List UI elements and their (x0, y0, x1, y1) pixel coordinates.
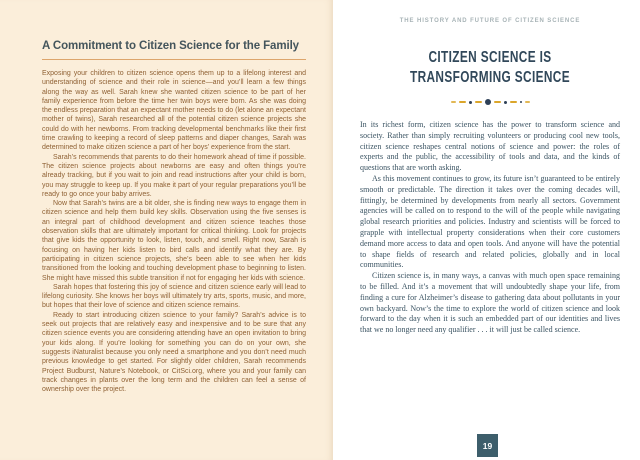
ornament-dot-icon (520, 101, 522, 103)
ornament-dash-icon (525, 101, 530, 102)
ornament-dash-icon (494, 101, 501, 103)
ornament-dash-icon (510, 101, 517, 103)
ornament-dot-icon (469, 101, 472, 104)
right-page-content (360, 18, 620, 336)
right-page (333, 0, 640, 460)
ornament-dash-icon (451, 101, 456, 102)
body-paragraph: Citizen science is, in many ways, a canvas with much open space remaining to be filled. And it’s a movement that will undoubtedly shape your life, from finding a cure for Alzheimer’s disease to gathering data about pollutants in your own backyard. Now’s the time to explore the world of citizen science and look forward to the day when it is such an embedded part of our identities and lives that we no longer need any qualifier . . . it will just be called science. (360, 271, 620, 335)
ornament-divider-icon (360, 98, 620, 106)
page-number: 19 (482, 440, 493, 451)
ornament-dot-icon (485, 99, 491, 105)
right-body-text (360, 120, 620, 336)
body-paragraph: Sarah hopes that fostering this joy of science and citizen science early will lead to lifelong curiosity. She knows her boys will ultimately try arts, sports, music, and more, but hopes that their love of science and citizen science remains. (42, 283, 306, 310)
section-heading: A Commitment to Citizen Science for the Family (42, 40, 299, 52)
body-paragraph: Exposing your children to citizen science opens them up to a lifelong interest and understanding of science and their role in science—and you’ll learn a few things along the way as well. Sarah knew she wanted citizen science to be part of her family experience from before the time her twin boys were born. As she was doing the endless preparation that an expectant mother needs to do (let alone an expectant mother of twins), Sarah researched all of the potential citizen science projects she could do with her newborns. From tracking developmental benchmarks like their first time crawling to keeping a record of sleep patterns and diaper changes, Sarah was determined to make citizen science a part of her boys’ experience from the start. (42, 70, 306, 152)
ornament-dash-icon (475, 101, 482, 103)
body-paragraph: Sarah’s recommends that parents to do their homework ahead of time if possible. The citizen science projects about newborns are easy and often things you’re already tracking, but if you wait to join and read instructions after your child is born, you may struggle to keep up. If you make it part of your regular preparations you’ll be ready to go once your baby arrives. (42, 153, 306, 198)
page-number-badge (477, 434, 498, 457)
ornament-dot-icon (504, 101, 507, 104)
left-body-text (42, 69, 306, 394)
body-paragraph: Ready to start introducing citizen science to your family? Sarah’s advice is to seek out projects that are relatively easy and inexpensive and to be sure that any citizen science events you are considering attending have an open invitation to bring your kids along. If you’re looking for something you can do on your own, she suggests iNaturalist because you only need a smartphone and you don’t need much previous knowledge to get started. For slightly older children, Sarah recommends Project Budburst, Nature’s Notebook, or CitSci.org, where you and your family can track changes in plants over the long term and the children can feel a sense of ownership over the project. (42, 311, 306, 394)
left-page-content (42, 40, 306, 394)
chapter-title-line2: TRANSFORMING SCIENCE (409, 69, 571, 86)
body-paragraph: In its richest form, citizen science has the power to transform science and society. Rather than simply recruiting volunteers or producing cool new tools, citizen science reshapes central notions of science and power: the roles of experts and the public, the accessibility of tools and data, and the kinds of questions that are worth asking. (360, 120, 620, 173)
body-paragraph: As this movement continues to grow, its future isn’t guaranteed to be entirely smooth or predictable. The direction it takes over the coming decades will, fittingly, be determined by developments from nearly all sectors. Government agencies will be called on to respond to the will of the people while navigating global research priorities and policies. Industry and scientists will be forced to grapple with intellectual property considerations when their core customers demand more access to data and open tools. And anyone will have the potential to shape fields of research and related policies, globally and in local communities. (360, 173, 620, 270)
running-head: THE HISTORY AND FUTURE OF CITIZEN SCIENCE (399, 18, 581, 24)
heading-rule (42, 59, 306, 60)
chapter-title (394, 48, 586, 88)
ornament-dash-icon (459, 101, 466, 103)
chapter-title-line1: CITIZEN SCIENCE IS (428, 49, 552, 66)
body-paragraph: Now that Sarah’s twins are a bit older, she is finding new ways to engage them in citizen science and help them build key skills. Observation using the five senses is an integral part of childhood development and citizen science teaches those observation skills that are ultimately important for critical thinking. Look for projects that give kids the opportunity to look, listen, touch, and smell. Right now, Sarah is focusing on having her kids listen to bird calls and identify what they are. By participating in citizen science projects, she’s been able to see when her kids transitioned from the looking and touching development phase to beginning to listen. She might have missed this subtle transition if not for engaging her kids with science. (42, 200, 306, 282)
